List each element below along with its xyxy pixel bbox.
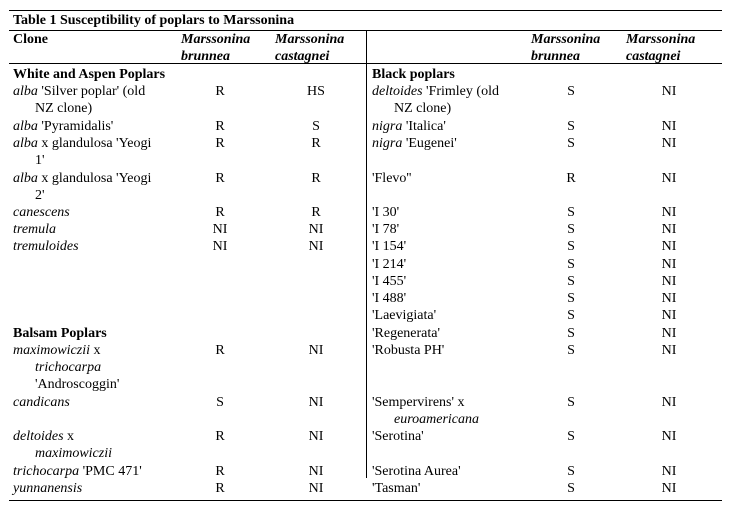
clone-name-line <box>13 480 82 497</box>
clone-name-line <box>372 83 499 100</box>
column-divider <box>366 30 367 478</box>
brunnea-value: R <box>215 429 225 444</box>
header-line: brunnea <box>181 49 231 64</box>
clone-name-line <box>13 118 113 135</box>
castagnei-value: NI <box>661 136 677 151</box>
text: 'Androscoggin' <box>35 377 120 392</box>
clone-name <box>13 428 112 462</box>
clone-name-line <box>13 428 112 445</box>
text: x glandulosa 'Yeogi <box>37 171 152 186</box>
clone-name <box>13 480 82 497</box>
brunnea-value: S <box>567 291 575 306</box>
castagnei-value: NI <box>308 395 324 410</box>
brunnea-value: S <box>567 222 575 237</box>
castagnei-value: S <box>312 119 320 134</box>
castagnei-value: NI <box>661 171 677 186</box>
clone-name-line <box>13 204 70 221</box>
castagnei-value: NI <box>661 119 677 134</box>
castagnei-value: NI <box>661 308 677 323</box>
clone-name <box>372 204 399 221</box>
brunnea-value: R <box>215 171 225 186</box>
clone-name-line <box>13 342 119 359</box>
text: 'Laevigiata' <box>372 308 437 323</box>
clone-name-line <box>372 394 479 411</box>
clone-name-line <box>13 100 145 117</box>
clone-name <box>372 221 399 238</box>
section-white-aspen: White and Aspen Poplars <box>13 67 166 82</box>
clone-name <box>13 118 113 135</box>
text: NZ clone) <box>394 101 452 116</box>
clone-name-line <box>13 152 151 169</box>
clone-name-line <box>13 170 151 187</box>
castagnei-value: NI <box>308 429 324 444</box>
clone-name-line <box>372 411 479 428</box>
clone-name <box>13 170 151 204</box>
brunnea-value: S <box>567 274 575 289</box>
italic-text: nigra <box>372 119 403 134</box>
clone-name-line <box>372 428 424 445</box>
clone-name-line <box>372 221 399 238</box>
italic-text: yunnanensis <box>13 481 83 496</box>
text: 'Flevo'' <box>372 171 412 186</box>
brunnea-value: S <box>567 136 575 151</box>
clone-name <box>13 204 70 221</box>
text: x glandulosa 'Yeogi <box>37 136 152 151</box>
clone-name-line <box>13 83 145 100</box>
text: 'Tasman' <box>372 481 421 496</box>
clone-name <box>13 342 119 393</box>
text: 'Silver poplar' (old <box>37 84 146 99</box>
clone-name-line <box>13 238 79 255</box>
clone-name-line <box>13 445 112 462</box>
castagnei-value: R <box>311 171 321 186</box>
clone-name-line <box>372 256 406 273</box>
italic-text: tremuloides <box>13 239 79 254</box>
clone-name-line <box>372 238 406 255</box>
brunnea-value: S <box>216 395 224 410</box>
clone-name <box>372 480 420 497</box>
brunnea-value: S <box>567 308 575 323</box>
text: 'Sempervirens' x <box>372 395 465 410</box>
clone-name-line <box>372 170 411 187</box>
clone-name <box>372 135 457 152</box>
clone-name <box>372 290 406 307</box>
table-title: Table 1 Susceptibility of poplars to Marssonina <box>13 13 295 28</box>
text: x <box>63 429 75 444</box>
clone-name <box>13 463 142 480</box>
clone-name <box>372 307 436 324</box>
text: 'I 488' <box>372 291 407 306</box>
castagnei-value: R <box>311 205 321 220</box>
text: 'PMC 471' <box>79 464 142 479</box>
italic-text: alba <box>13 171 38 186</box>
castagnei-value: NI <box>661 257 677 272</box>
clone-name-line <box>372 118 446 135</box>
clone-name-line <box>372 135 457 152</box>
castagnei-value: NI <box>661 239 677 254</box>
clone-name-line <box>13 187 151 204</box>
castagnei-value: NI <box>661 205 677 220</box>
text: 'I 30' <box>372 205 400 220</box>
header-bottom-rule <box>9 63 722 64</box>
header-line: brunnea <box>531 49 581 64</box>
italic-text: maximowiczii <box>13 343 90 358</box>
section-black: Black poplars <box>372 67 455 82</box>
castagnei-value: NI <box>661 343 677 358</box>
castagnei-value: NI <box>661 326 677 341</box>
castagnei-value: NI <box>661 84 677 99</box>
clone-name-line <box>372 463 461 480</box>
text: 'Serotina Aurea' <box>372 464 461 479</box>
brunnea-value: R <box>215 464 225 479</box>
text: 1' <box>35 153 45 168</box>
castagnei-value: HS <box>307 84 325 99</box>
text: 'Italica' <box>402 119 446 134</box>
text: 'Robusta PH' <box>372 343 445 358</box>
italic-text: trichocarpa <box>13 464 80 479</box>
header-line: Marssonina <box>181 32 251 47</box>
brunnea-value: S <box>567 84 575 99</box>
castagnei-value: NI <box>661 291 677 306</box>
text: 'Serotina' <box>372 429 424 444</box>
castagnei-value: NI <box>308 464 324 479</box>
clone-name <box>372 170 411 187</box>
brunnea-value: S <box>567 429 575 444</box>
brunnea-value: NI <box>212 222 228 237</box>
text: 'Eugenei' <box>402 136 457 151</box>
castagnei-value: NI <box>661 429 677 444</box>
castagnei-value: NI <box>661 464 677 479</box>
castagnei-value: NI <box>661 481 677 496</box>
clone-name <box>13 221 56 238</box>
clone-name-line <box>13 394 70 411</box>
brunnea-value: NI <box>212 239 228 254</box>
brunnea-value: R <box>215 343 225 358</box>
italic-text: canescens <box>13 205 70 220</box>
clone-name <box>372 118 446 135</box>
castagnei-value: NI <box>308 481 324 496</box>
clone-name-line <box>372 100 499 117</box>
text: 'Pyramidalis' <box>37 119 114 134</box>
castagnei-value: R <box>311 136 321 151</box>
castagnei-value: NI <box>308 222 324 237</box>
clone-name-line <box>13 221 56 238</box>
brunnea-value: S <box>567 395 575 410</box>
italic-text: alba <box>13 136 38 151</box>
clone-name-line <box>372 325 440 342</box>
text: 'I 214' <box>372 257 407 272</box>
clone-name-line <box>13 135 151 152</box>
clone-name-line <box>372 342 444 359</box>
header-line: Marssonina <box>626 32 696 47</box>
brunnea-value: R <box>215 205 225 220</box>
clone-name <box>372 83 499 117</box>
clone-name-line <box>372 307 436 324</box>
clone-name-line <box>372 480 420 497</box>
brunnea-value: S <box>567 119 575 134</box>
clone-name <box>13 394 70 411</box>
clone-name <box>13 135 151 169</box>
clone-name-line <box>372 204 399 221</box>
text: 2' <box>35 188 45 203</box>
clone-name <box>372 238 406 255</box>
clone-name-line <box>372 273 406 290</box>
italic-text: euroamericana <box>394 412 480 427</box>
italic-text: deltoides <box>372 84 423 99</box>
clone-name <box>372 342 444 359</box>
section-balsam: Balsam Poplars <box>13 326 107 341</box>
castagnei-value: NI <box>661 222 677 237</box>
text: 'I 455' <box>372 274 407 289</box>
castagnei-value: NI <box>308 239 324 254</box>
header-line: castagnei <box>626 49 681 64</box>
castagnei-value: NI <box>308 343 324 358</box>
clone-name-line <box>372 290 406 307</box>
italic-text: candicans <box>13 395 70 410</box>
brunnea-value: R <box>215 84 225 99</box>
top-rule <box>9 10 722 11</box>
clone-name-line <box>13 376 119 393</box>
italic-text: maximowiczii <box>35 446 112 461</box>
clone-name <box>372 325 440 342</box>
italic-text: alba <box>13 84 38 99</box>
text: NZ clone) <box>35 101 93 116</box>
bottom-rule <box>9 500 722 501</box>
italic-text: tremula <box>13 222 57 237</box>
header-right-brunnea <box>531 31 600 65</box>
clone-name <box>372 256 406 273</box>
brunnea-value: S <box>567 481 575 496</box>
castagnei-value: NI <box>661 395 677 410</box>
text: x <box>90 343 101 358</box>
header-line: Marssonina <box>531 32 601 47</box>
italic-text: trichocarpa <box>35 360 102 375</box>
header-right-castagnei <box>626 31 695 65</box>
text: 'I 154' <box>372 239 407 254</box>
italic-text: deltoides <box>13 429 64 444</box>
brunnea-value: S <box>567 464 575 479</box>
brunnea-value: R <box>215 136 225 151</box>
clone-name <box>372 394 479 428</box>
brunnea-value: R <box>566 171 576 186</box>
brunnea-value: S <box>567 257 575 272</box>
italic-text: alba <box>13 119 38 134</box>
clone-name <box>372 273 406 290</box>
text: 'I 78' <box>372 222 400 237</box>
header-line: castagnei <box>275 49 330 64</box>
brunnea-value: S <box>567 326 575 341</box>
clone-name-line <box>13 359 119 376</box>
italic-text: nigra <box>372 136 403 151</box>
header-left-brunnea <box>181 31 250 65</box>
castagnei-value: NI <box>661 274 677 289</box>
clone-name <box>372 428 424 445</box>
brunnea-value: S <box>567 343 575 358</box>
brunnea-value: S <box>567 239 575 254</box>
text: 'Frimley (old <box>422 84 499 99</box>
brunnea-value: R <box>215 119 225 134</box>
header-clone: Clone <box>13 32 48 47</box>
brunnea-value: R <box>215 481 225 496</box>
header-line: Marssonina <box>275 32 345 47</box>
text: 'Regenerata' <box>372 326 441 341</box>
header-left-castagnei <box>275 31 344 65</box>
clone-name-line <box>13 463 142 480</box>
clone-name <box>13 238 79 255</box>
clone-name <box>13 83 145 117</box>
clone-name <box>372 463 461 480</box>
brunnea-value: S <box>567 205 575 220</box>
